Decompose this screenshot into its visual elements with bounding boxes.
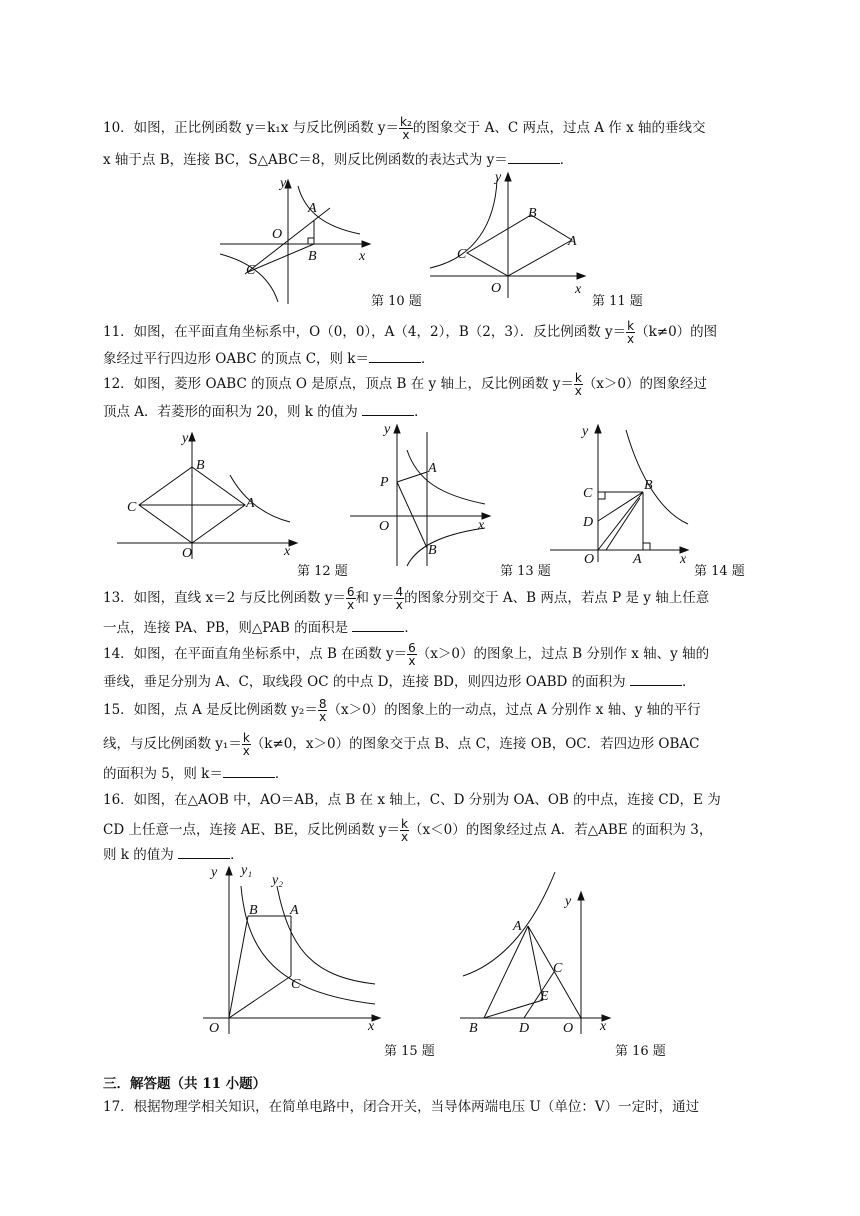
svg-text:y: y [182, 431, 189, 446]
q13-line1: 13．如图，直线 x＝2 与反比例函数 y＝ $\frac{6}{x}$ 和 y＝ $\frac{4}{x}$ 的图象分别交于 A、B 两点，若点 P 是 y 轴上任意 [103, 585, 710, 612]
q15-line3: 的面积为 5，则 k＝ ． [103, 766, 289, 782]
caption-12: 第 12 题 [297, 564, 348, 579]
svg-text:A: A [308, 201, 317, 216]
svg-text:B: B [428, 543, 437, 558]
q16-line1: 16．如图，在△AOB 中，AO＝AB，点 B 在 x 轴上，C、D 分别为 OA、OB 的中点，连接 CD，E 为 [103, 792, 721, 808]
svg-text:A: A [246, 496, 255, 511]
svg-text:B: B [644, 478, 653, 493]
svg-text:y: y [565, 894, 572, 909]
figure-15 [195, 862, 390, 1037]
q10-fraction: $\frac{\text{k₂}}{x}$ [400, 115, 412, 142]
svg-text:O: O [563, 1021, 574, 1036]
caption-14: 第 14 题 [694, 564, 745, 579]
svg-text:x: x [575, 282, 582, 297]
svg-text:C: C [127, 500, 137, 515]
q12-line2: 顶点 A．若菱形的面积为 20，则 k 的值为 ． [103, 404, 428, 420]
q11-line1: 11．如图，在平面直角坐标系中，O（0，0），A（4，2），B（2，3）．反比例函数 y＝ $\frac{k}{x}$ （k≠0）的图 [103, 319, 718, 346]
svg-text:y: y [582, 424, 589, 439]
svg-text:B: B [308, 249, 317, 264]
answer-blank[interactable] [223, 765, 275, 778]
svg-text:y: y [495, 170, 502, 185]
svg-text:x: x [600, 1019, 607, 1034]
answer-blank[interactable] [362, 403, 414, 416]
svg-text:x: x [368, 1019, 375, 1034]
svg-text:O: O [584, 552, 595, 567]
svg-text:O: O [379, 519, 390, 534]
svg-text:y₂: y₂ [272, 873, 284, 888]
q13-line2: 一点，连接 PA、PB，则△PAB 的面积是 ． [103, 620, 418, 636]
svg-text:A: A [513, 919, 522, 934]
caption-16: 第 16 题 [615, 1044, 666, 1059]
svg-text:y: y [280, 176, 287, 191]
q12-line1: 12．如图，菱形 OABC 的顶点 O 是原点，顶点 B 在 y 轴上，反比例函数 y＝ $\frac{k}{x}$ （x＞0）的图象经过 [103, 371, 708, 398]
q14-line2: 垂线，垂足分别为 A、C，取线段 OC 的中点 D，连接 BD，则四边形 OABD 的面积为 ． [103, 674, 696, 690]
q16-line2: CD 上任意一点，连接 AE、BE，反比例函数 y＝ $\frac{k}{x}$ （x＜0）的图象经过点 A．若△ABE 的面积为 3， [103, 817, 713, 844]
svg-text:O: O [209, 1021, 220, 1036]
q12-fraction: $\frac{k}{x}$ [574, 371, 582, 398]
caption-15: 第 15 题 [384, 1044, 435, 1059]
q10-line1: 10．如图，正比例函数 y＝k₁x 与反比例函数 y＝ $\frac{\text{k₂}}{x}$ 的图象交于 A、C 两点，过点 A 作 x 轴的垂线交 [103, 115, 706, 142]
svg-text:C: C [457, 247, 467, 262]
figure-12 [112, 425, 307, 560]
svg-text:C: C [246, 263, 256, 278]
svg-text:O: O [491, 281, 502, 296]
svg-text:x: x [680, 552, 687, 567]
svg-text:B: B [469, 1021, 478, 1036]
figure-13 [345, 420, 500, 570]
figure-10 [210, 172, 380, 307]
svg-text:A: A [290, 903, 299, 918]
svg-text:O: O [272, 227, 283, 242]
svg-text:O: O [182, 546, 193, 561]
svg-text:E: E [540, 989, 549, 1004]
answer-blank[interactable] [508, 151, 560, 164]
answer-blank[interactable] [630, 673, 682, 686]
svg-text:x: x [478, 518, 485, 533]
svg-text:y: y [384, 422, 391, 437]
answer-blank[interactable] [352, 619, 404, 632]
q14-line1: 14．如图，在平面直角坐标系中，点 B 在函数 y＝ $\frac{6}{x}$ （x＞0）的图象上，过点 B 分别作 x 轴、y 轴的 [103, 641, 710, 668]
answer-blank[interactable] [369, 350, 421, 363]
svg-text:C: C [553, 961, 563, 976]
q11-line2: 象经过平行四边形 OABC 的顶点 C，则 k＝ ． [103, 351, 435, 367]
q16-line3: 则 k 的值为 ． [103, 847, 244, 863]
svg-text:B: B [528, 206, 537, 221]
svg-text:y₁: y₁ [241, 863, 253, 878]
svg-text:A: A [568, 234, 577, 249]
svg-text:A: A [428, 461, 437, 476]
svg-text:B: B [249, 903, 258, 918]
q10-line2: x 轴于点 B，连接 BC，S△ABC＝8，则反比例函数的表达式为 y＝ ． [103, 152, 574, 168]
figure-16 [455, 862, 620, 1037]
svg-text:B: B [196, 458, 205, 473]
figure-14 [548, 420, 698, 565]
answer-blank[interactable] [178, 846, 230, 859]
svg-text:P: P [380, 475, 389, 490]
caption-13: 第 13 题 [500, 564, 551, 579]
svg-text:x: x [284, 544, 291, 559]
svg-text:y: y [211, 865, 218, 880]
svg-text:C: C [291, 977, 301, 992]
caption-10: 第 10 题 [371, 294, 422, 309]
q11-fraction: $\frac{k}{x}$ [627, 319, 635, 346]
svg-text:D: D [583, 515, 594, 530]
svg-text:A: A [633, 552, 642, 567]
figure-11 [425, 168, 595, 303]
section-heading: 三．解答题（共 11 小题） [103, 1076, 267, 1092]
svg-text:D: D [519, 1021, 530, 1036]
q15-line1: 15．如图，点 A 是反比例函数 y₂＝ $\frac{8}{x}$ （x＞0）的图象上的一动点，过点 A 分别作 x 轴、y 轴的平行 [103, 697, 701, 724]
svg-text:C: C [583, 486, 593, 501]
caption-11: 第 11 题 [592, 294, 643, 309]
q15-line2: 线，与反比例函数 y₁＝ $\frac{k}{x}$ （k≠0，x＞0）的图象交于点 B、点 C，连接 OB，OC．若四边形 OBAC [103, 731, 700, 758]
q17-line1: 17．根据物理学相关知识，在简单电路中，闭合开关，当导体两端电压 U（单位：V）一定时，通过 [103, 1099, 700, 1115]
svg-text:x: x [359, 249, 366, 264]
